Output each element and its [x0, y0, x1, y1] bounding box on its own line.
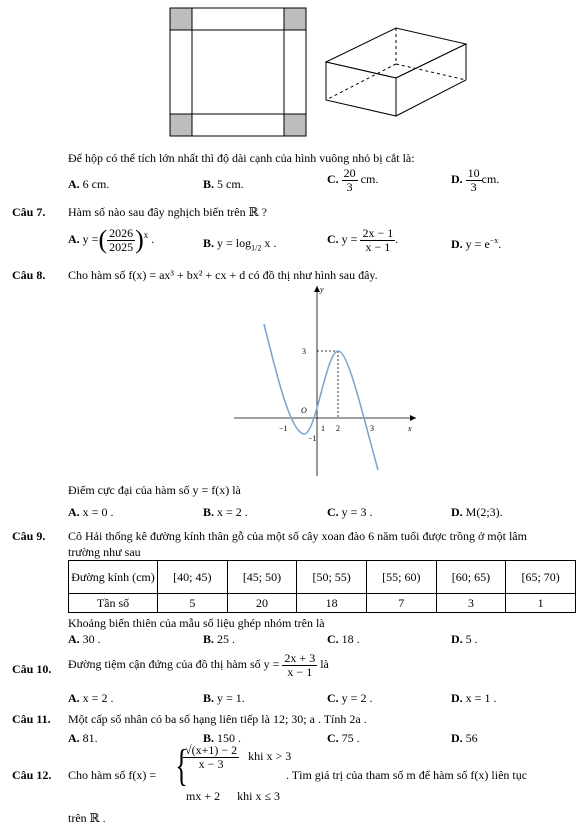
q9-question: Khoảng biến thiên của mẫu số liệu ghép nhóm trên là	[68, 616, 325, 630]
table-freq: 18	[297, 594, 367, 613]
q9-answer-c[interactable]: C. 18 .	[327, 632, 360, 646]
q11-answer-d[interactable]: D. 56	[451, 731, 478, 745]
table-freq: 3	[436, 594, 506, 613]
q6-answer-a[interactable]: A. 6 cm.	[68, 177, 110, 191]
q12-case2: mx + 2 khi x ≤ 3	[186, 789, 281, 803]
corner-square-bl	[170, 114, 192, 136]
table-group: [65; 70)	[506, 561, 576, 594]
q8-answer-c[interactable]: C. y = 3 .	[327, 505, 373, 519]
x-axis-label: x	[408, 424, 412, 433]
q7-answer-c[interactable]: C. y = $\frac{2x - 1}{x - 1}$ .	[327, 226, 399, 254]
sheet-figure	[168, 6, 310, 142]
q6-answer-b[interactable]: B. 5 cm.	[203, 177, 244, 191]
q12-case1: $\frac{√(x+1) - 2}{x - 3}$ khi x > 3	[185, 743, 292, 771]
q10-label: Câu 10.	[12, 662, 52, 676]
q7-stem: Hàm số nào sau đây nghịch biến trên ℝ ?	[68, 205, 267, 219]
frequency-table	[68, 560, 576, 613]
q7-answer-b[interactable]: B. $y = \log_{1/2} x$ .	[203, 236, 277, 253]
cubic-curve	[264, 324, 378, 470]
q9-answer-a[interactable]: A. 30 .	[68, 632, 101, 646]
q8-label: Câu 8.	[12, 268, 46, 282]
q6-stem: Để hộp có thể tích lớn nhất thì độ dài cạnh của hình vuông nhỏ bị cắt là:	[68, 151, 415, 165]
q7-answer-d[interactable]: D. $y = e^{-x}$.	[451, 236, 502, 251]
y-tick-m1: −1	[308, 434, 317, 443]
table-freq-label: Tần số	[69, 594, 158, 613]
q7-answer-a[interactable]: A. y =( $\frac{2026}{2025}$ )$^x$ .	[68, 225, 155, 254]
corner-square-tr	[284, 8, 306, 30]
q12-stem-post: . Tìm giá trị của tham số m để hàm số f(x) liên tục	[286, 768, 528, 782]
corner-square-tl	[170, 8, 192, 30]
q8-question: Điểm cực đại của hàm số y = f(x) là	[68, 483, 241, 497]
table-group: [40; 45)	[158, 561, 228, 594]
q10-answer-c[interactable]: C. y = 2 .	[327, 691, 373, 705]
table-header-label: Đường kính (cm)	[69, 561, 158, 594]
q8-answer-a[interactable]: A. x = 0 .	[68, 505, 114, 519]
table-group: [50; 55)	[297, 561, 367, 594]
q7-label: Câu 7.	[12, 205, 46, 219]
table-group: [55; 60)	[366, 561, 436, 594]
x-tick-1: 1	[321, 424, 325, 433]
q9-stem-line2: trường như sau	[68, 545, 141, 559]
q9-answer-d[interactable]: D. 5 .	[451, 632, 478, 646]
q10-answer-d[interactable]: D. x = 1 .	[451, 691, 497, 705]
q11-stem: Một cấp số nhân có ba số hạng liên tiếp là 12; 30; a . Tính 2a .	[68, 712, 367, 726]
q12-brace: {	[175, 741, 188, 790]
q6-answer-c[interactable]: C. $\frac{20}{3}$ cm.	[327, 166, 379, 194]
box-figure	[322, 22, 472, 122]
q11-label: Câu 11.	[12, 712, 51, 726]
q6-answer-d[interactable]: D. $\frac{10}{3}$ cm.	[451, 166, 500, 194]
q12-stem-line2: trên ℝ .	[68, 811, 106, 825]
table-freq: 5	[158, 594, 228, 613]
table-group: [45; 50)	[227, 561, 297, 594]
q8-answer-b[interactable]: B. x = 2 .	[203, 505, 248, 519]
x-tick-3: 3	[370, 424, 374, 433]
table-group: [60; 65)	[436, 561, 506, 594]
q8-answer-d[interactable]: D. M(2;3).	[451, 505, 503, 519]
q12-label: Câu 12.	[12, 768, 52, 782]
y-tick-3: 3	[302, 347, 306, 356]
q10-answer-b[interactable]: B. y = 1.	[203, 691, 245, 705]
q11-answer-b[interactable]: B. 150 .	[203, 731, 242, 745]
q10-answer-a[interactable]: A. x = 2 .	[68, 691, 114, 705]
q9-answer-b[interactable]: B. 25 .	[203, 632, 236, 646]
origin-label: O	[301, 406, 307, 415]
corner-square-br	[284, 114, 306, 136]
table-freq: 20	[227, 594, 297, 613]
table-freq: 7	[366, 594, 436, 613]
q10-stem: Đường tiệm cận đứng của đồ thị hàm số y = $\frac{2x + 3}{x - 1}$ là	[68, 651, 329, 679]
q9-label: Câu 9.	[12, 529, 46, 543]
q12-stem-pre: Cho hàm số f(x) =	[68, 768, 157, 782]
x-tick-m1: −1	[279, 424, 288, 433]
table-freq: 1	[506, 594, 576, 613]
q11-answer-a[interactable]: A. 81.	[68, 731, 98, 745]
q9-stem-line1: Cô Hải thống kê đường kính thân gỗ của một số cây xoan đào 6 năm tuổi được trồng ở một lâm	[68, 529, 527, 543]
q11-answer-c[interactable]: C. 75 .	[327, 731, 360, 745]
x-tick-2: 2	[336, 424, 340, 433]
q8-stem: Cho hàm số f(x) = ax³ + bx² + cx + d có đồ thị như hình sau đây.	[68, 268, 378, 282]
y-axis-label: y	[320, 285, 324, 294]
cubic-graph	[230, 282, 420, 478]
